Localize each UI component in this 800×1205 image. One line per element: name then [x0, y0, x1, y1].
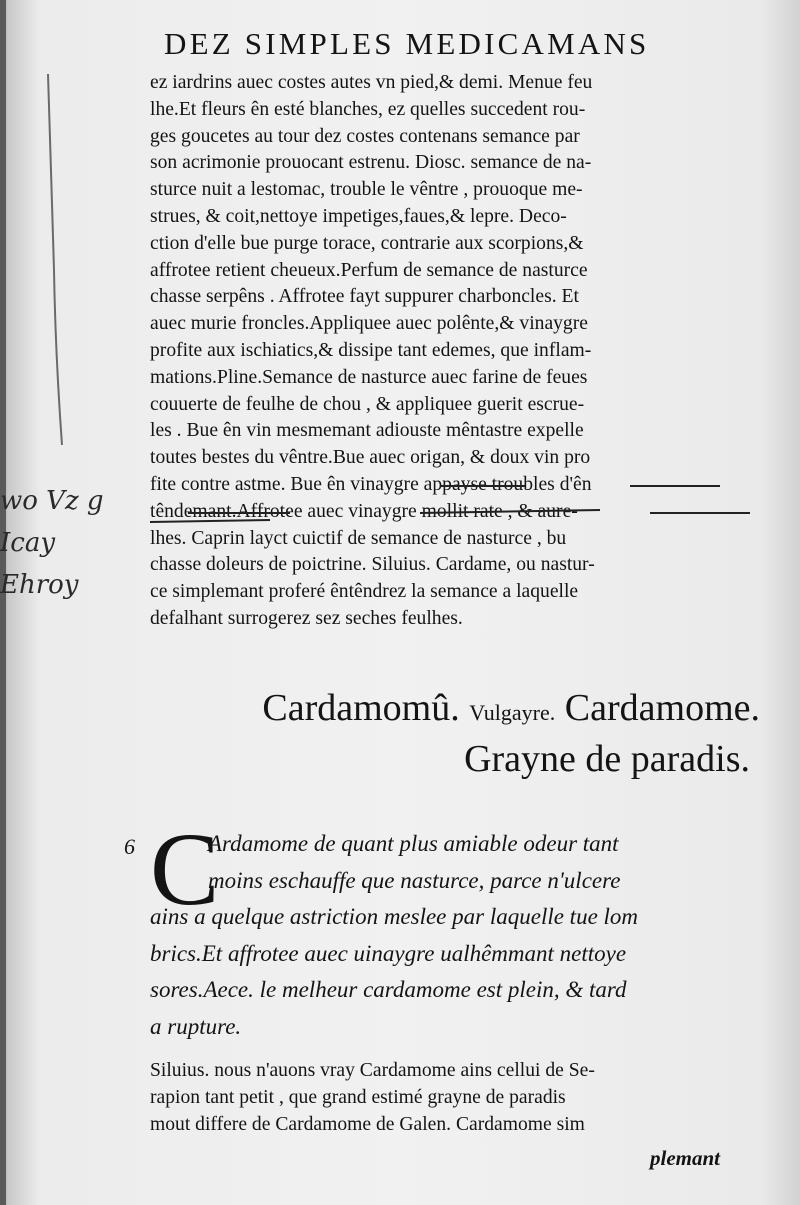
handwritten-line: Icay	[0, 528, 56, 558]
section-heading	[170, 686, 760, 783]
text-line: son acrimonie prouocant estrenu. Diosc. semance de na-	[150, 152, 592, 174]
note-line: mout differe de Cardamome de Galen. Cardamome sim	[150, 1113, 585, 1135]
text-line: affrotee retient cheueux.Perfum de semance de nasturce	[150, 259, 588, 281]
siluius-note	[150, 1058, 760, 1138]
text-line: lhes. Caprin layct cuictif de semance de nasturce , bu	[150, 527, 567, 549]
heading-line-2: Grayne de paradis.	[464, 738, 750, 780]
heading-line-1	[170, 686, 760, 735]
note-line: rapion tant petit , que grand estimé grayne de paradis	[150, 1086, 566, 1108]
main-text	[150, 70, 760, 633]
marginal-number: 6	[124, 834, 135, 859]
text-line: lhe.Et fleurs ên esté blanches, ez quelles succedent rou-	[150, 98, 586, 120]
text-line: sturce nuit a lestomac, trouble le vêntre , prouoque me-	[150, 179, 583, 201]
handwritten-line: Ehroy	[0, 570, 79, 600]
heading-french: Cardamome.	[564, 687, 760, 729]
text-line: ez iardrins auec costes autes vn pied,& demi. Menue feu	[150, 72, 593, 93]
text-line: couuerte de feulhe de chou , & appliquee guerit escrue-	[150, 393, 585, 415]
heading-vulgaire: Vulgayre.	[469, 700, 556, 725]
text-line: ce simplemant proferé êntêndrez la semance a laquelle	[150, 581, 579, 603]
italic-line: brics.Et affrotee auec uinaygre ualhêmmant nettoye	[150, 940, 627, 966]
italic-line: ains a quelque astriction meslee par laquelle tue lom	[150, 904, 639, 929]
italic-paragraph	[150, 826, 760, 1045]
catchword: plemant	[650, 1146, 721, 1170]
running-head: DEZ SIMPLES MEDICAMANS	[164, 26, 650, 61]
text-line: toutes bestes du vêntre.Bue auec origan, & doux vin pro	[150, 447, 591, 469]
italic-line: a rupture.	[150, 1013, 242, 1039]
text-line: chasse serpêns . Affrotee fayt suppurer charboncles. Et	[150, 286, 579, 308]
text-line: chasse doleurs de poictrine. Siluius. Cardame, ou nastur-	[150, 554, 595, 576]
text-line: mations.Pline.Semance de nasturce auec farine de feues	[150, 366, 588, 388]
italic-line: sores.Aece. le melheur cardamome est plein, & tard	[150, 977, 627, 1002]
text-line: ges goucetes au tour dez costes contenans semance par	[150, 125, 580, 147]
text-line: fite contre astme. Bue ên vinaygre appayse troubles d'ên	[150, 473, 592, 495]
text-line: profite aux ischiatics,& dissipe tant edemes, que inflam-	[150, 339, 592, 361]
handwritten-margin-note	[0, 480, 120, 606]
italic-line: moins eschauffe que nasturce, parce n'ulcere	[208, 867, 621, 893]
text-line: les . Bue ên vin mesmemant adiouste mêntastre expelle	[150, 420, 584, 442]
handwritten-line: wo Vz g	[0, 486, 104, 516]
note-line: Siluius. nous n'auons vray Cardamome ains cellui de Se-	[150, 1060, 595, 1081]
text-line: ction d'elle bue purge torace, contrarie aux scorpions,&	[150, 232, 584, 254]
text-line: têndemant.Affrotee auec vinaygre mollit rate , & aure-	[150, 500, 578, 522]
italic-line: Ardamome de quant plus amiable odeur tant	[208, 831, 619, 856]
drop-cap: C	[150, 812, 220, 927]
text-line: auec murie froncles.Appliquee auec polênte,& vinaygre	[150, 313, 588, 335]
heading-latin: Cardamomû.	[262, 687, 460, 729]
text-line: defalhant surrogerez sez seches feulhes.	[150, 607, 463, 629]
margin-pen-stroke	[40, 70, 80, 450]
text-line: strues, & coit,nettoye impetiges,faues,& lepre. Deco-	[150, 205, 567, 227]
